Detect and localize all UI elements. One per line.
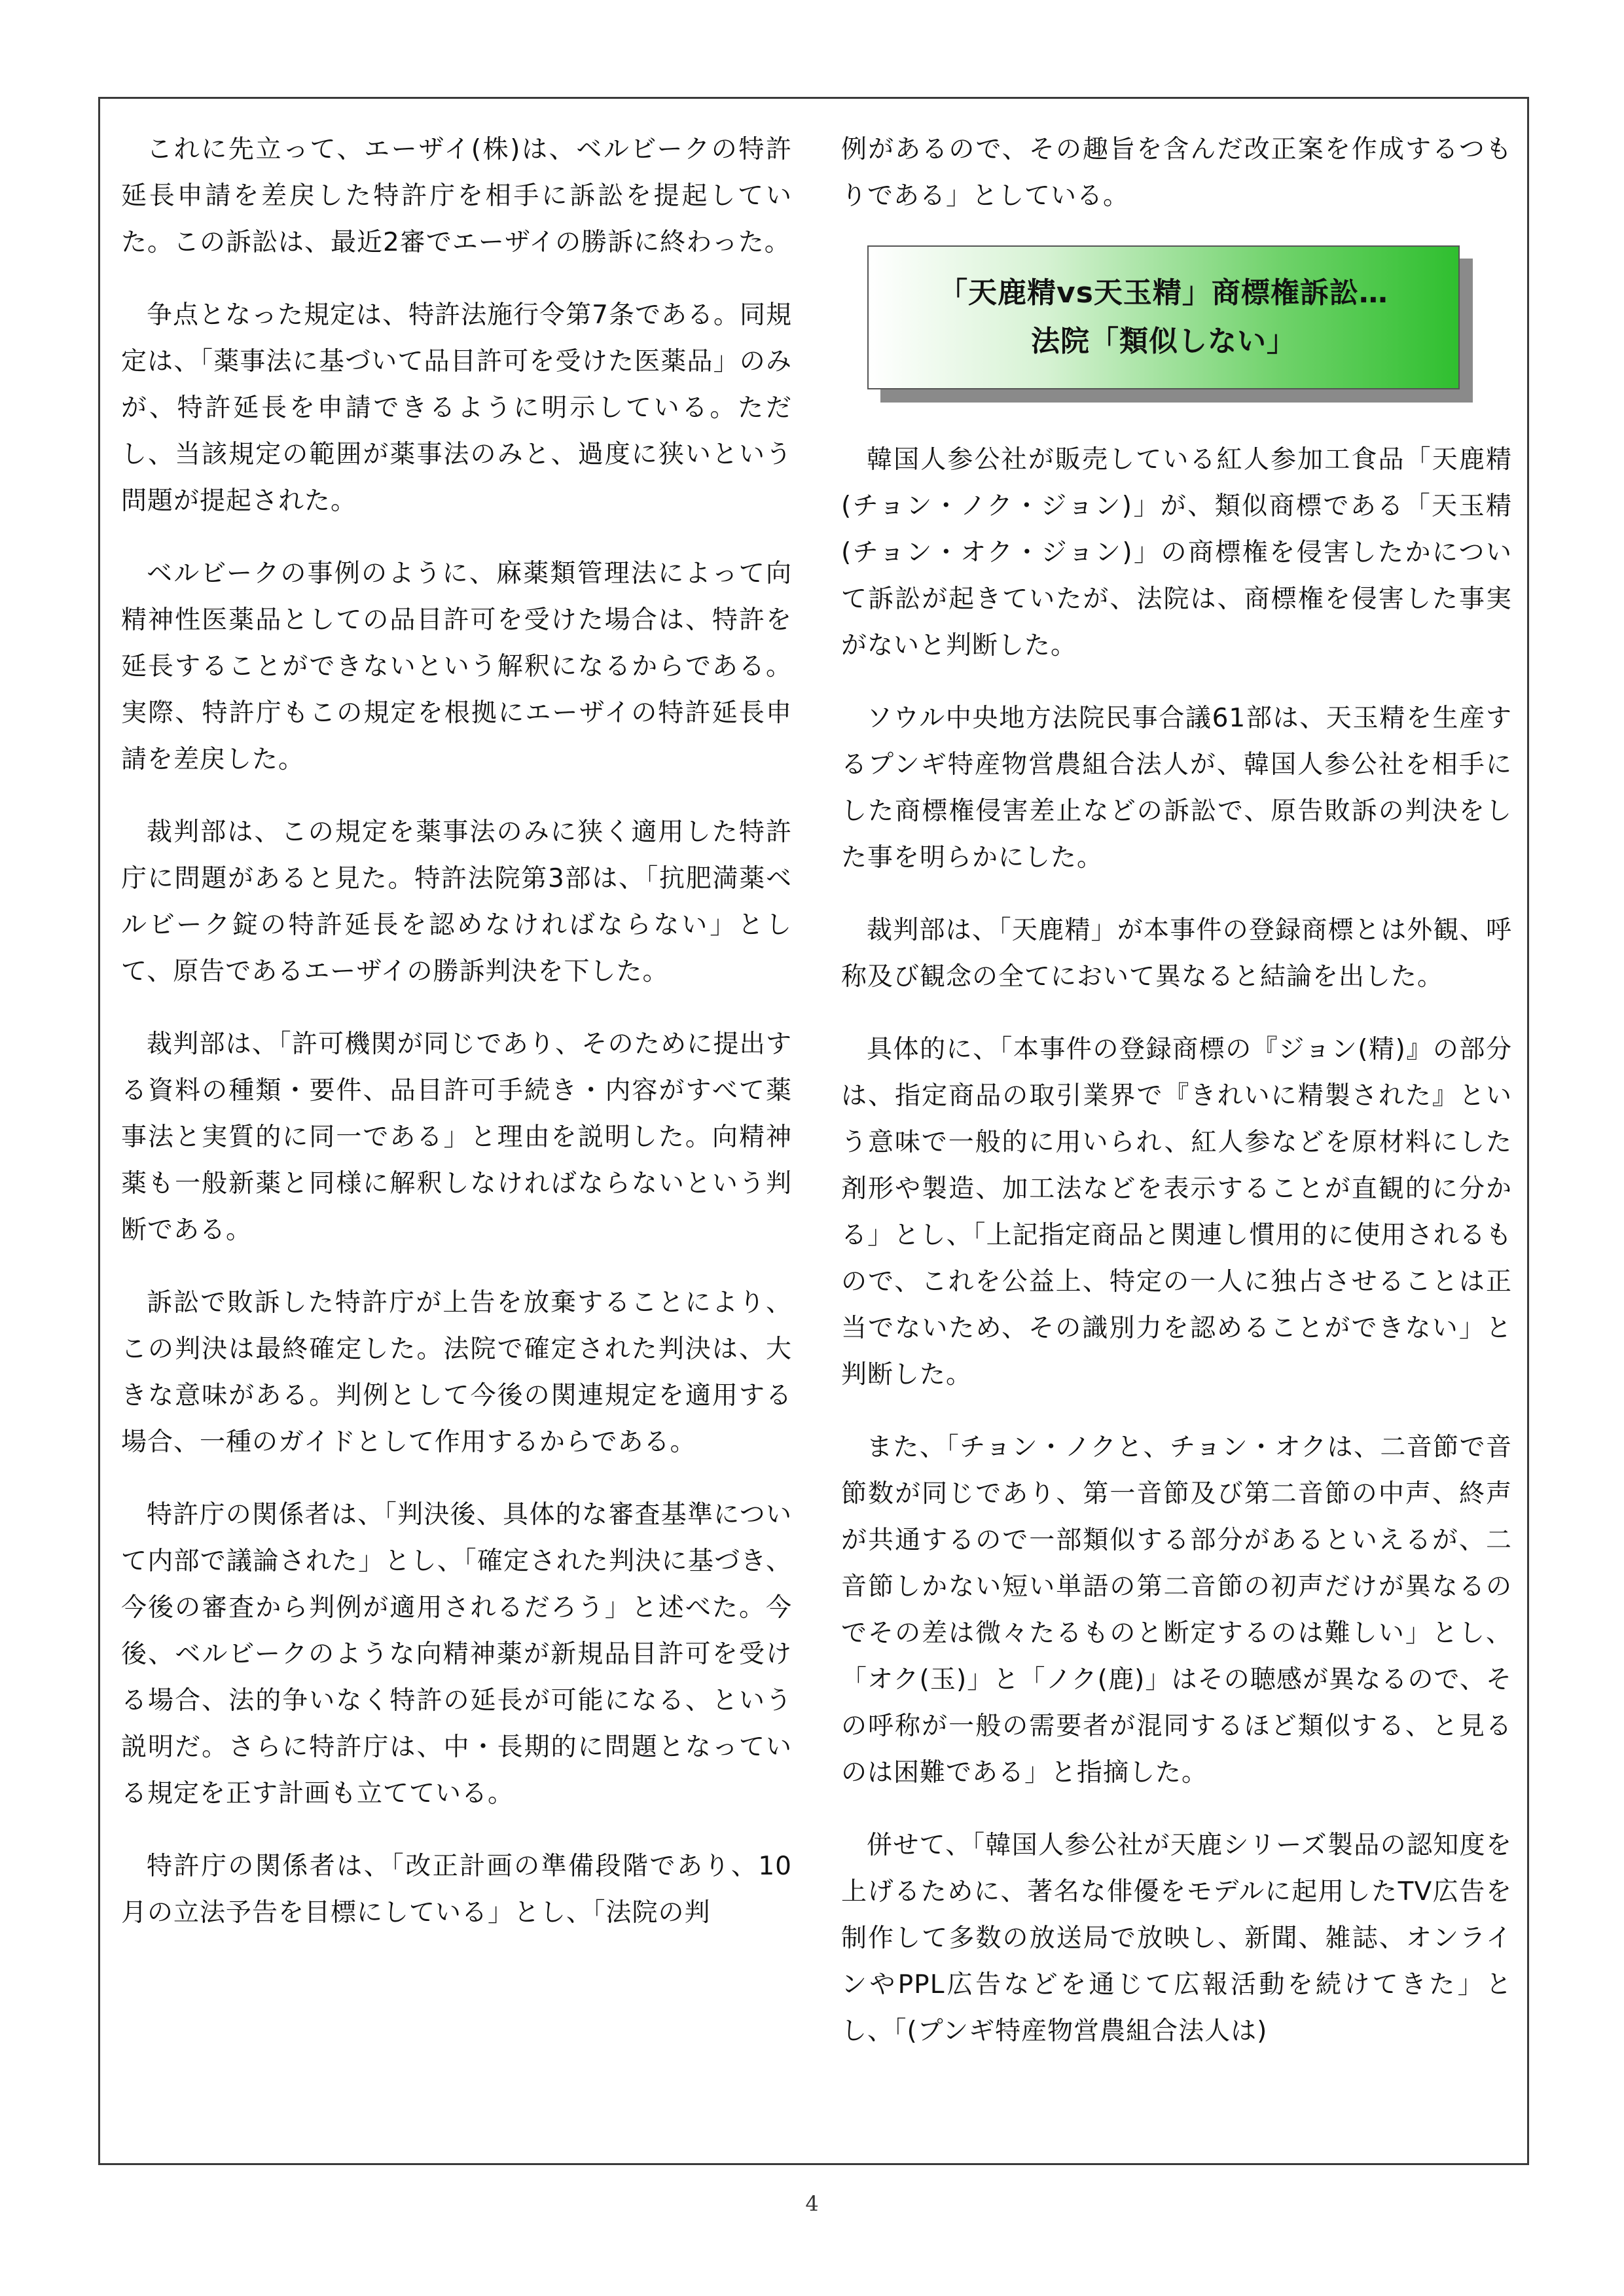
continuation-paragraph: 例があるので、その趣旨を含んだ改正案を作成するつもりである」としている。 <box>841 135 1512 211</box>
left-column <box>121 126 792 1962</box>
heading-line-2: 法院「類似しない」 <box>1031 325 1296 358</box>
paragraph: 併せて、「韓国人参公社が天鹿シリーズ製品の認知度を上げるために、著名な俳優をモデルに起用したTV広告を制作して多数の放送局で放映し、新聞、雑誌、オンラインやPPL広告などを通じて広報活動を続けてきた」とし、「(プンギ特産物営農組合法人は) <box>841 1831 1512 2046</box>
heading-line-1: 「天鹿精vs天玉精」商標権訴訟… <box>939 276 1388 310</box>
paragraph: また、「チョン・ノクと、チョン・オクは、二音節で音節数が同じであり、第一音節及び第二音節の中声、終声が共通するので一部類似する部分があるといえるが、二音節しかない短い単語の第二音節の初声だけが異なるのでその差は微々たるものと断定するのは難しい」とし、「オク(玉)」と「ノク(鹿)」はその聴感が異なるので、その呼称が一般の需要者が混同するほど類似する、と見るのは困難である」と指摘した。 <box>841 1433 1512 1787</box>
paragraph: 裁判部は、この規定を薬事法のみに狭く適用した特許庁に問題があると見た。特許法院第3部は、「抗肥満薬ベルビーク錠の特許延長を認めなければならない」として、原告であるエーザイの勝訴判決を下した。 <box>121 817 792 986</box>
section-heading <box>867 245 1460 389</box>
paragraph: ソウル中央地方法院民事合議61部は、天玉精を生産するプンギ特産物営農組合法人が、韓国人参公社を相手にした商標権侵害差止などの訴訟で、原告敗訴の判決をした事を明らかにした。 <box>841 704 1512 872</box>
paragraph: 具体的に、「本事件の登録商標の『ジョン(精)』の部分は、指定商品の取引業界で『きれいに精製された』という意味で一般的に用いられ、紅人参などを原材料にした剤形や製造、加工法などを表示することが直観的に分かる」とし、「上記指定商品と関連し慣用的に使用されるもので、これを公益上、特定の一人に独占させることは正当でないため、その識別力を認めることができない」と判断した。 <box>841 1035 1512 1390</box>
paragraph: 韓国人参公社が販売している紅人参加工食品「天鹿精(チョン・ノク・ジョン)」が、類似商標である「天玉精(チョン・オク・ジョン)」の商標権を侵害したかについて訴訟が起きていたが、法院は、商標権を侵害した事実がないと判断した。 <box>841 445 1512 660</box>
paragraph: ベルビークの事例のように、麻薬類管理法によって向精神性医薬品としての品目許可を受けた場合は、特許を延長することができないという解釈になるからである。実際、特許庁もこの規定を根拠にエーザイの特許延長申請を差戻した。 <box>121 559 792 774</box>
paragraph: 争点となった規定は、特許法施行令第7条である。同規定は、「薬事法に基づいて品目許可を受けた医薬品」のみが、特許延長を申請できるように明示している。ただし、当該規定の範囲が薬事法のみと、過度に狭いという問題が提起された。 <box>121 300 792 516</box>
paragraph: 特許庁の関係者は、「判決後、具体的な審査基準について内部で議論された」とし、「確定された判決に基づき、今後の審査から判例が適用されるだろう」と述べた。今後、ベルビークのような向精神薬が新規品目許可を受ける場合、法的争いなく特許の延長が可能になる、という説明だ。さらに特許庁は、中・長期的に問題となっている規定を正す計画も立てている。 <box>121 1500 792 1808</box>
paragraph: 裁判部は、「天鹿精」が本事件の登録商標とは外観、呼称及び観念の全てにおいて異なると結論を出した。 <box>841 916 1512 992</box>
section-heading-box <box>867 245 1460 403</box>
right-column <box>841 126 1512 2081</box>
page-number: 4 <box>805 2191 819 2216</box>
paragraph: 訴訟で敗訴した特許庁が上告を放棄することにより、この判決は最終確定した。法院で確定された判決は、大きな意味がある。判例として今後の関連規定を適用する場合、一種のガイドとして作用するからである。 <box>121 1288 792 1457</box>
paragraph: 裁判部は、「許可機関が同じであり、そのために提出する資料の種類・要件、品目許可手続き・内容がすべて薬事法と実質的に同一である」と理由を説明した。向精神薬も一般新薬と同様に解釈しなければならないという判断である。 <box>121 1030 792 1245</box>
paragraph: 特許庁の関係者は、「改正計画の準備段階であり、10月の立法予告を目標にしている」とし、「法院の判 <box>121 1852 792 1928</box>
paragraph: これに先立って、エーザイ(株)は、ベルビークの特許延長申請を差戻した特許庁を相手に訴訟を提起していた。この訴訟は、最近2審でエーザイの勝訴に終わった。 <box>121 135 792 257</box>
